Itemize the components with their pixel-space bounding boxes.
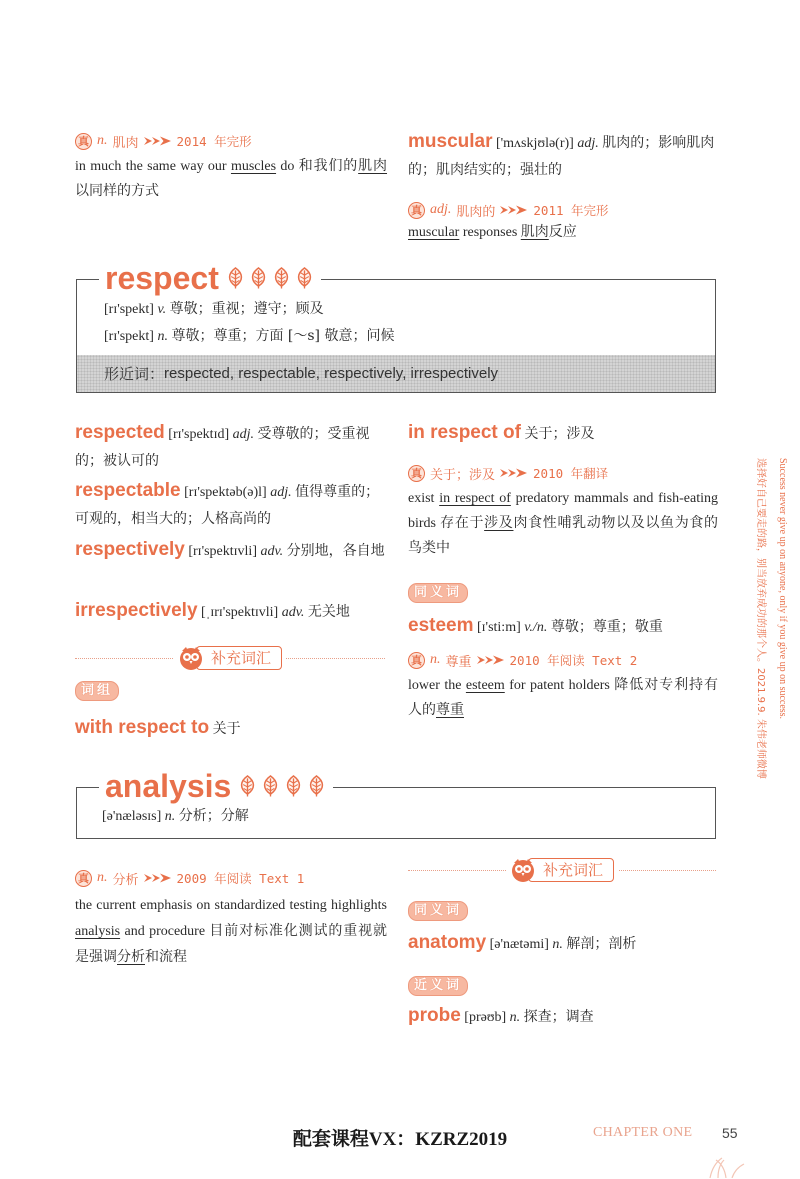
example-sentence-muscular <box>408 220 718 245</box>
exam-tag-muscular <box>408 200 609 220</box>
headword: in respect of <box>408 422 521 443</box>
near-synonym-badge: 近义词 <box>408 976 468 996</box>
exam-meaning: 肌肉的 <box>456 204 496 220</box>
supplement-label-group <box>506 857 618 883</box>
exam-meaning: 尊重 <box>445 654 472 670</box>
entry-probe <box>408 1002 718 1031</box>
headword: respectively <box>75 539 185 560</box>
supplement-divider <box>75 645 385 673</box>
exam-tag-analysis <box>75 868 304 888</box>
phrase-badge: 词组 <box>75 681 119 701</box>
exam-part-of-speech: n. <box>97 870 108 885</box>
part-of-speech: adj. <box>232 427 255 442</box>
sentence-text: 和流程 <box>145 950 187 965</box>
exam-part-of-speech: n. <box>430 652 441 667</box>
exam-meaning: 分析 <box>112 872 139 888</box>
synonym-badge: 同义词 <box>408 901 468 921</box>
phonetic: [ə'nætəmi] <box>489 937 549 952</box>
keyword-underlined: 涉及 <box>484 516 514 531</box>
arrow-icon <box>144 136 172 146</box>
definition: 探查；调查 <box>523 1009 594 1025</box>
similar-words-label: 形近词： <box>104 366 165 383</box>
sentence-text: do 和我们的 <box>276 159 359 174</box>
part-of-speech: adv. <box>281 605 305 620</box>
sentence-text: exist <box>408 491 440 506</box>
headword: respected <box>75 422 165 443</box>
grass-decoration-icon <box>700 1148 760 1178</box>
definition: 尊敬；尊重；方面 [～s] 敬意；问候 <box>171 328 395 344</box>
part-of-speech: v./n. <box>524 620 548 635</box>
keyword-underlined: 分析 <box>117 950 145 965</box>
exam-source: 2010 年翻译 <box>533 466 609 481</box>
arrow-icon <box>477 655 505 665</box>
exam-tag-esteem <box>408 650 637 670</box>
phonetic: [rɪ'spekt] <box>104 302 154 317</box>
course-contact: 配套课程VX：KZRZ2019 <box>292 1129 508 1150</box>
example-sentence-muscle <box>75 154 387 204</box>
exam-part-of-speech: n. <box>97 133 108 148</box>
exam-meaning: 肌肉 <box>112 135 139 151</box>
example-sentence-analysis <box>75 893 387 971</box>
exam-meaning: 关于；涉及 <box>430 467 496 483</box>
headword-box-analysis <box>76 768 716 839</box>
real-exam-badge: 真 <box>408 202 425 219</box>
sentence-text: lower the <box>408 678 466 693</box>
real-exam-badge: 真 <box>408 465 425 482</box>
headword: respect <box>105 260 219 296</box>
headword: probe <box>408 1005 461 1026</box>
definition: 分析；分解 <box>178 808 249 824</box>
definition: 尊敬；重视；遵守；顾及 <box>169 301 324 317</box>
keyword-underlined: muscular <box>408 225 460 240</box>
exam-source: 2014 年完形 <box>176 134 252 149</box>
sentence-text: the current emphasis on standardized testing highlights <box>75 898 387 913</box>
supplement-label: 补充词汇 <box>528 858 614 882</box>
keyword-underlined: esteem <box>465 678 505 693</box>
phonetic: [ˌɪrɪ'spektɪvli] <box>201 605 279 620</box>
side-quote <box>747 458 793 779</box>
side-quote-chinese: 选择好自己要走的路，别当放弃成功的那个人。2021.9.9. 朱伟老师微博 <box>755 458 766 779</box>
phonetic: [ɪ'sti:m] <box>477 620 521 635</box>
similar-words-list: respected, respectable, respectively, irrespectively <box>164 365 499 382</box>
exam-source: 2010 年阅读 Text 2 <box>509 653 638 668</box>
supplement-label: 补充词汇 <box>196 646 282 670</box>
leaf-icon <box>294 266 315 290</box>
headword-box-respect <box>76 260 716 393</box>
part-of-speech: n. <box>164 809 176 824</box>
arrow-icon <box>144 873 172 883</box>
example-sentence-esteem <box>408 673 718 723</box>
definition: 肌肉的；影响肌肉的；肌肉结实的；强壮的 <box>408 135 715 178</box>
part-of-speech: n. <box>509 1010 521 1025</box>
part-of-speech: n. <box>157 329 168 344</box>
definition: 关于；涉及 <box>524 426 595 442</box>
part-of-speech: v. <box>157 302 167 317</box>
sentence-text: 肉食性哺乳动物以及以鱼为食的鸟类中 <box>408 516 719 556</box>
keyword-underlined: 肌肉 <box>520 225 549 240</box>
example-sentence-in-respect-of <box>408 486 718 561</box>
owl-icon <box>510 857 536 883</box>
sense-verb <box>104 297 324 322</box>
sentence-text: responses <box>459 225 521 240</box>
sentence-text: and procedure 目前对标准化测试的重视就是强调 <box>75 924 387 965</box>
entry-esteem <box>408 612 718 641</box>
leaf-icon <box>237 774 258 798</box>
definition: 关于 <box>212 721 241 737</box>
headword-title <box>99 260 321 296</box>
leaf-icon <box>248 266 269 290</box>
definition: 值得尊重的；可观的，相当大的；人格高尚的 <box>75 484 380 527</box>
sentence-text: predatory mammals and fish-eating birds 存在于 <box>408 491 718 531</box>
phonetic: [ə'næləsɪs] <box>102 809 162 824</box>
entry-respectable <box>75 477 387 533</box>
headword: esteem <box>408 615 474 636</box>
definition: 无关地 <box>307 604 350 620</box>
entry-muscular <box>408 128 718 184</box>
definition: 分别地，各自地 <box>286 543 385 559</box>
headword-title <box>99 768 333 804</box>
exam-part-of-speech: adj. <box>430 202 452 217</box>
keyword-underlined: 尊重 <box>436 703 464 718</box>
definition: 解剖；剖析 <box>566 936 637 952</box>
part-of-speech: n. <box>552 937 563 952</box>
real-exam-badge: 真 <box>75 133 92 150</box>
entry-in-respect-of <box>408 419 718 448</box>
part-of-speech: adv. <box>260 544 284 559</box>
exam-tag-in-respect-of <box>408 463 608 483</box>
leaf-icon <box>306 774 327 798</box>
phonetic: ['mʌskjʊlə(r)] <box>495 136 574 151</box>
supplement-label-group <box>174 645 286 671</box>
phonetic: [prəʊb] <box>464 1010 507 1025</box>
sense-noun <box>104 324 394 349</box>
entry-irrespectively <box>75 597 387 626</box>
sentence-text: in much the same way our <box>75 159 231 174</box>
entry-with-respect-to <box>75 714 387 743</box>
headword: with respect to <box>75 717 210 738</box>
sentence-text: 以同样的方式 <box>75 184 159 199</box>
headword: anatomy <box>408 932 487 953</box>
phonetic: [rɪ'spektɪd] <box>168 427 230 442</box>
leaf-icon <box>225 266 246 290</box>
exam-source: 2011 年完形 <box>533 203 609 218</box>
keyword-underlined: 肌肉 <box>358 159 388 174</box>
arrow-icon <box>500 468 528 478</box>
arrow-icon <box>500 205 528 215</box>
keyword-underlined: analysis <box>75 924 121 939</box>
real-exam-badge: 真 <box>75 870 92 887</box>
part-of-speech: adj. <box>270 485 292 500</box>
entry-respectively <box>75 536 387 565</box>
page-number: 55 <box>722 1125 738 1141</box>
leaf-icon <box>271 266 292 290</box>
part-of-speech: adj. <box>577 136 599 151</box>
headword: analysis <box>105 768 232 804</box>
phonetic: [rɪ'spektɪvli] <box>188 544 257 559</box>
side-quote-english: Success never give up on anyone, only if you give up on success. <box>777 458 788 720</box>
leaf-icon <box>260 774 281 798</box>
exam-tag-muscle <box>75 131 252 151</box>
exam-source: 2009 年阅读 Text 1 <box>176 871 305 886</box>
keyword-underlined: in respect of <box>439 491 511 506</box>
real-exam-badge: 真 <box>408 652 425 669</box>
similar-words-bar <box>77 355 715 392</box>
headword: irrespectively <box>75 600 198 621</box>
leaf-icon <box>283 774 304 798</box>
synonym-badge: 同义词 <box>408 583 468 603</box>
phonetic: [rɪ'spekt] <box>104 329 154 344</box>
headword: respectable <box>75 480 181 501</box>
headword: muscular <box>408 131 493 152</box>
sentence-text: for patent holders 降低对专利持有人的 <box>408 678 719 718</box>
sense-noun <box>102 804 249 829</box>
definition: 尊敬；尊重；敬重 <box>550 619 663 635</box>
entry-anatomy <box>408 929 718 958</box>
entry-respected <box>75 419 387 475</box>
definition: 受尊敬的；受重视的；被认可的 <box>75 426 370 469</box>
sentence-text: 反应 <box>548 225 577 240</box>
owl-icon <box>178 645 204 671</box>
supplement-divider <box>408 857 716 885</box>
chapter-label: CHAPTER ONE <box>593 1125 693 1140</box>
keyword-underlined: muscles <box>230 159 277 174</box>
phonetic: [rɪ'spektəb(ə)l] <box>184 485 267 500</box>
